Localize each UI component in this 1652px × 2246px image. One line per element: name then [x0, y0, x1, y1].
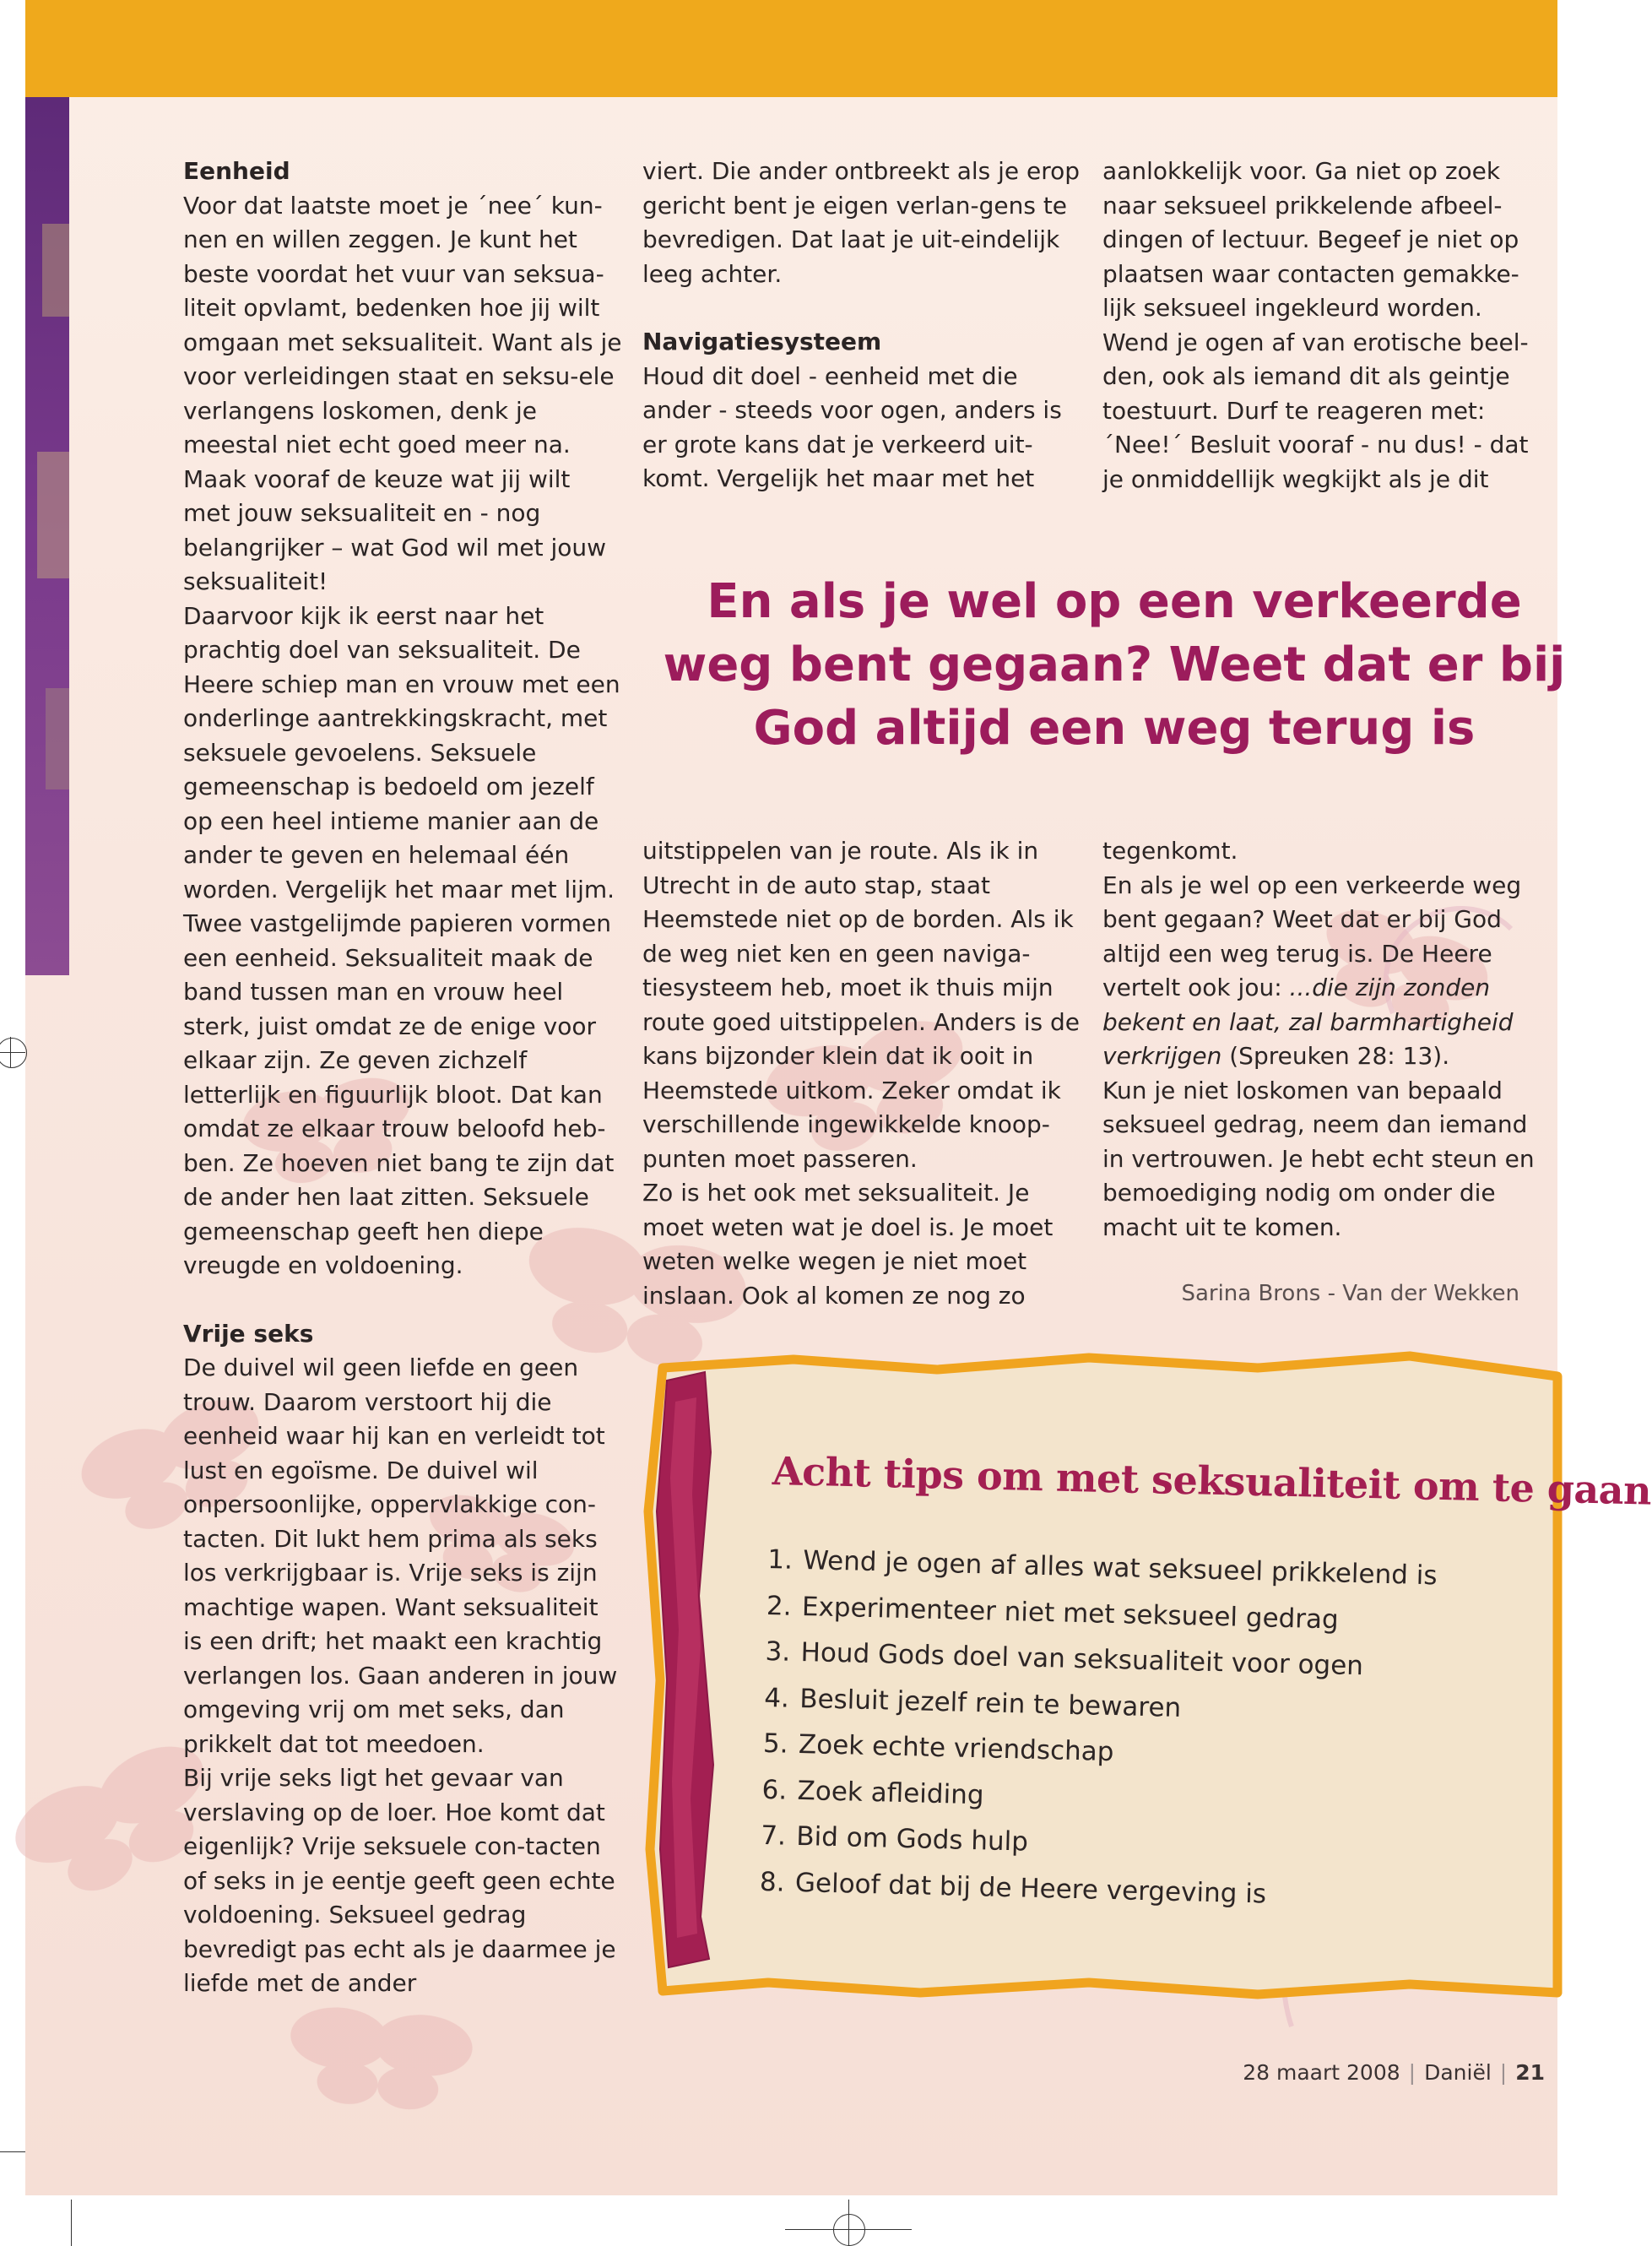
paragraph: viert. Die ander ontbreekt als je erop gericht bent je eigen verlan-gens te bevredigen. Dat laat je uit-eindelijk leeg achter. [642, 157, 1081, 288]
tip-number: 5. [762, 1728, 789, 1760]
magazine-page [25, 0, 1652, 2195]
paragraph: uitstippelen van je route. Als ik in Utrecht in de auto stap, staat Heemstede niet op de borden. Als ik de weg niet ken en geen naviga-tiesysteem heb, moet ik thuis mijn route goed uitstippelen. Anders is de kans bijzonder klein dat ik ooit in Heemstede uitkom. Zeker omdat ik verschillende ingewikkelde knoop-punten moet passeren. [642, 837, 1081, 1173]
tip-number: 4. [763, 1682, 790, 1714]
paragraph-text: En als je wel op een verkeerde weg bent gegaan? Weet dat er bij God altijd een weg terug is. De Heere vertelt ook jou: [1102, 871, 1522, 1001]
paragraph: tegenkomt. [1102, 837, 1238, 865]
tip-text: Houd Gods doel van seksualiteit voor ogen [800, 1636, 1364, 1682]
heading-eenheid: Eenheid [183, 157, 290, 185]
footer-magazine: Daniël [1424, 2060, 1492, 2085]
paragraph: Bij vrije seks ligt het gevaar van verslaving op de loer. Hoe komt dat eigenlijk? Vrije seksuele con-tacten of seks in je eentje geeft geen echte voldoening. Seksueel gedrag bevredigt pas echt als je daarmee je liefde met de ander [183, 1764, 616, 1997]
paragraph: aanlokkelijk voor. Ga niet op zoek naar seksueel prikkelende afbeel-dingen of lectuur. Begeef je niet op plaatsen waar contacten gemakke-lijk seksueel ingekleurd worden. Wend je ogen af van erotische beel-den, ook als iemand dit als geintje toestuurt. Durf te reageren met: ´Nee!´ Besluit vooraf - nu dus! - dat je onmiddellijk wegkijkt als je dit [1102, 157, 1529, 493]
text-column-middle-top [642, 155, 1081, 496]
tip-text: Bid om Gods hulp [795, 1820, 1029, 1858]
tip-text: Wend je ogen af alles wat seksueel prikkelend is [802, 1545, 1438, 1592]
heading-vrije-seks: Vrije seks [183, 1319, 314, 1348]
tip-number: 7. [760, 1820, 787, 1852]
tip-text: Zoek echte vriendschap [798, 1728, 1114, 1768]
tip-text: Besluit jezelf rein te bewaren [799, 1683, 1182, 1723]
paragraph: Zo is het ook met seksualiteit. Je moet weten wat je doel is. Je moet weten welke wegen je niet moet inslaan. Ook al komen ze nog zo [642, 1179, 1053, 1310]
heading-navigatiesysteem: Navigatiesysteem [642, 328, 882, 355]
paragraph: Houd dit doel - eenheid met die ander - steeds voor ogen, anders is er grote kans dat je verkeerd uit-komt. Vergelijk het maar met het [642, 361, 1062, 492]
tip-text: Experimenteer niet met seksueel gedrag [801, 1591, 1340, 1636]
text-column-left [183, 155, 622, 2001]
tip-number: 1. [766, 1543, 794, 1576]
tip-number: 2. [766, 1590, 793, 1622]
page-number: 21 [1515, 2060, 1545, 2085]
registration-mark [0, 1038, 27, 1068]
tip-text: Geloof dat bij de Heere vergeving is [794, 1867, 1267, 1910]
bible-quote: ...die zijn zonden bekent en laat, zal barmhartigheid verkrijgen [1102, 974, 1514, 1070]
paragraph: Daarvoor kijk ik eerst naar het prachtig doel van seksualiteit. De Heere schiep man en vrouw met een onderlinge aantrekkingskracht, met seksuele gevoelens. Seksuele gemeenschap is bedoeld om jezelf op een heel intieme manier aan de ander te geven en helemaal één worden. Vergelijk het maar met lijm. Twee vastgelijmde papieren vormen een eenheid. Seksualiteit maak de band tussen man en vrouw heel sterk, juist omdat ze de enige voor elkaar zijn. Ze geven zichzelf letterlijk en figuurlijk bloot. Dat kan omdat ze elkaar trouw beloofd heb-ben. Ze hoeven niet bang te zijn dat de ander hen laat zitten. Seksuele gemeenschap geeft hen diepe vreugde en voldoening. [183, 601, 620, 1279]
text-column-right-top [1102, 155, 1541, 496]
page-footer: 28 maart 2008 | Daniël | 21 [1243, 2060, 1545, 2085]
paragraph: De duivel wil geen liefde en geen trouw. Daarom verstoort hij die eenheid waar hij kan en verleidt tot lust en egoïsme. De duivel wil onpersoonlijke, oppervlakkige con-tacten. Dit lukt hem prima als seks los verkrijgbaar is. Vrije seks is zijn machtige wapen. Want seksualiteit is een drift; het maakt een krachtig verlangen los. Gaan anderen in jouw omgeving vrij om met seks, dan prikkelt dat tot meedoen. [183, 1354, 618, 1758]
bible-reference: (Spreuken 28: 13). [1221, 1042, 1450, 1070]
paragraph: Kun je niet loskomen van bepaald seksueel gedrag, neem dan iemand in vertrouwen. Je hebt echt steun en bemoediging nodig om onder die macht uit te komen. [1102, 1076, 1535, 1241]
paragraph [1102, 869, 1541, 1074]
pull-quote: En als je wel op een verkeerde weg bent gegaan? Weet dat er bij God altijd een weg terug is [663, 574, 1566, 756]
author-credit: Sarina Brons - Van der Wekken [1181, 1281, 1519, 1306]
tip-box-title: Acht tips om met seksualiteit om te gaan [772, 1448, 1652, 1514]
registration-mark [833, 2214, 865, 2246]
butterfly-decoration [285, 2004, 475, 2114]
crop-mark [0, 2151, 25, 2152]
tip-list [759, 1537, 1527, 1923]
text-column-middle-bottom [642, 834, 1081, 1313]
paragraph: Voor dat laatste moet je ´nee´ kun-nen en willen zeggen. Je kunt het beste voordat het vuur van seksua-liteit opvlamt, bedenken hoe jij wilt omgaan met seksualiteit. Want als je voor verleidingen staat en seksu-ele verlangens loskomen, denk je meestal niet echt goed meer na. Maak vooraf de keuze wat jij wilt met jouw seksualiteit en - nog belangrijker – wat God wil met jouw seksualiteit! [183, 191, 622, 595]
tip-number: 3. [765, 1636, 791, 1668]
tip-number: 6. [761, 1774, 788, 1806]
text-column-right-bottom [1102, 834, 1541, 1245]
footer-date: 28 maart 2008 [1243, 2060, 1400, 2085]
crop-mark [71, 2200, 72, 2246]
tip-number: 8. [759, 1866, 786, 1898]
tip-text: Zoek afleiding [797, 1775, 984, 1810]
